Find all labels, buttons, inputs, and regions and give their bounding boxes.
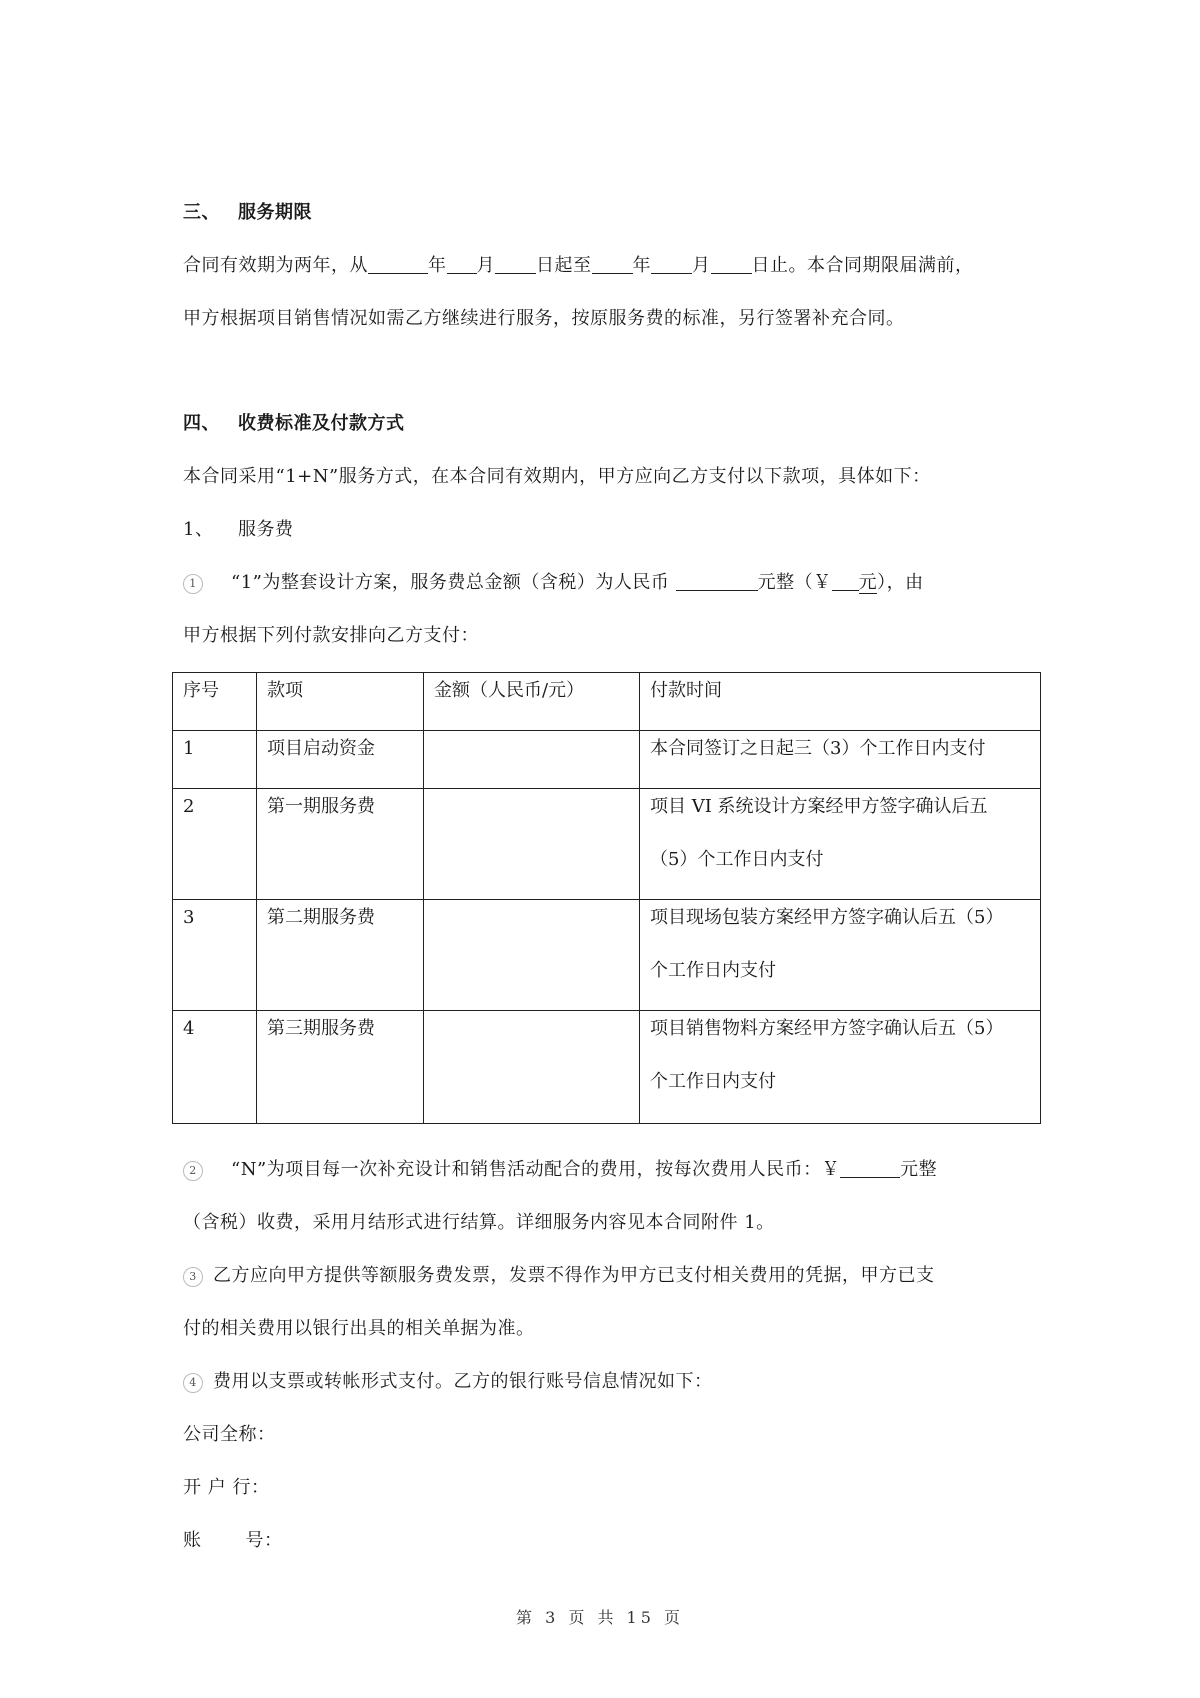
- text: 元整（￥: [757, 572, 832, 593]
- circled-number-4-icon: 4: [183, 1373, 203, 1393]
- item-title: 服务费: [238, 519, 294, 540]
- bank-name-field: [183, 1476, 269, 1500]
- table-header-row: [173, 673, 1041, 731]
- cell-no: 2: [173, 789, 257, 900]
- per-service-amount-blank[interactable]: [840, 1159, 900, 1178]
- account-label-part-2: 号：: [245, 1530, 283, 1551]
- text: “N”为项目每一次补充设计和销售活动配合的费用，按每次费用人民币：￥: [231, 1159, 841, 1180]
- bank-name-label: 开 户 行：: [183, 1477, 270, 1498]
- header-cell-amount: 金额（人民币/元）: [424, 673, 640, 731]
- text: 元整: [900, 1159, 938, 1180]
- cell-amount[interactable]: [424, 731, 640, 789]
- circled-number-3-icon: 3: [183, 1267, 203, 1287]
- cell-item: 第二期服务费: [257, 900, 424, 1011]
- clause-3-line-1: [183, 1264, 935, 1288]
- total-amount-words-blank[interactable]: [676, 572, 758, 591]
- clause-1-line-2: 甲方根据下列付款安排向乙方支付：: [183, 625, 479, 646]
- cell-amount[interactable]: [424, 900, 640, 1011]
- text: 乙方应向甲方提供等额服务费发票，发票不得作为甲方已支付相关费用的凭据，甲方已支: [213, 1265, 935, 1286]
- clause-3-line-2: 付的相关费用以银行出具的相关单据为准。: [183, 1318, 535, 1339]
- cell-time: 本合同签订之日起三（3）个工作日内支付: [640, 731, 1041, 789]
- text: 日起至: [536, 255, 592, 276]
- page-number-footer: 第 3 页 共 15 页: [516, 1608, 684, 1627]
- text: ），由: [877, 572, 924, 593]
- section-4-heading: [183, 412, 405, 436]
- cell-item: 第三期服务费: [257, 1011, 424, 1124]
- text: 月: [476, 255, 495, 276]
- header-cell-no: 序号: [173, 673, 257, 731]
- cell-time: 项目 VI 系统设计方案经甲方签字确认后五 （5）个工作日内支付: [640, 789, 1041, 900]
- header-cell-time: 付款时间: [640, 673, 1041, 731]
- text: 日止。本合同期限届满前，: [751, 255, 974, 276]
- cell-no: 3: [173, 900, 257, 1011]
- start-day-blank[interactable]: [495, 255, 536, 274]
- clause-1-line-1: [183, 571, 924, 595]
- account-number-field: [183, 1529, 283, 1553]
- text: 年: [428, 255, 447, 276]
- header-cell-item: 款项: [257, 673, 424, 731]
- cell-no: 4: [173, 1011, 257, 1124]
- clause-2-line-2: （含税）收费，采用月结形式进行结算。详细服务内容见本合同附件 1。: [183, 1212, 775, 1233]
- company-name-field: [183, 1423, 276, 1447]
- clause-4-line-1: [183, 1370, 713, 1394]
- account-label-part-1: 账: [183, 1530, 202, 1551]
- clause-2-line-1: [183, 1158, 937, 1182]
- table-row: [173, 731, 1041, 789]
- section-title: 收费标准及付款方式: [238, 413, 405, 434]
- cell-amount[interactable]: [424, 1011, 640, 1124]
- fee-intro: 本合同采用“1+N”服务方式，在本合同有效期内，甲方应向乙方支付以下款项，具体如下：: [183, 466, 931, 487]
- cell-amount[interactable]: [424, 789, 640, 900]
- section-3-heading: [183, 201, 312, 225]
- term-paragraph-line-1: [183, 254, 974, 278]
- total-amount-figure-blank[interactable]: [832, 572, 859, 591]
- text: 年: [632, 255, 651, 276]
- item-1-service-fee: [183, 518, 294, 542]
- start-month-blank[interactable]: [447, 255, 477, 274]
- cell-item: 第一期服务费: [257, 789, 424, 900]
- section-title: 服务期限: [238, 202, 312, 223]
- section-number: 四、: [183, 413, 220, 434]
- cell-time: 项目销售物料方案经甲方签字确认后五（5） 个工作日内支付: [640, 1011, 1041, 1124]
- end-month-blank[interactable]: [651, 255, 692, 274]
- text: 费用以支票或转帐形式支付。乙方的银行账号信息情况如下：: [213, 1371, 713, 1392]
- text: “1”为整套设计方案，服务费总金额（含税）为人民币: [231, 572, 676, 593]
- text: 元: [858, 572, 878, 593]
- table-row: [173, 789, 1041, 900]
- cell-time: 项目现场包装方案经甲方签字确认后五（5） 个工作日内支付: [640, 900, 1041, 1011]
- cell-item: 项目启动资金: [257, 731, 424, 789]
- company-name-label: 公司全称：: [183, 1424, 276, 1445]
- table-row: [173, 900, 1041, 1011]
- payment-schedule-table: [172, 672, 1041, 1124]
- circled-number-1-icon: 1: [183, 574, 203, 594]
- table-row: [173, 1011, 1041, 1124]
- section-number: 三、: [183, 202, 220, 223]
- start-year-blank[interactable]: [368, 255, 428, 274]
- item-number: 1、: [183, 519, 214, 540]
- cell-no: 1: [173, 731, 257, 789]
- term-paragraph-line-2: 甲方根据项目销售情况如需乙方继续进行服务，按原服务费的标准，另行签署补充合同。: [183, 308, 905, 329]
- text: 月: [692, 255, 711, 276]
- text: 合同有效期为两年，从: [183, 255, 368, 276]
- end-year-blank[interactable]: [592, 255, 633, 274]
- circled-number-2-icon: 2: [183, 1161, 203, 1181]
- end-day-blank[interactable]: [711, 255, 752, 274]
